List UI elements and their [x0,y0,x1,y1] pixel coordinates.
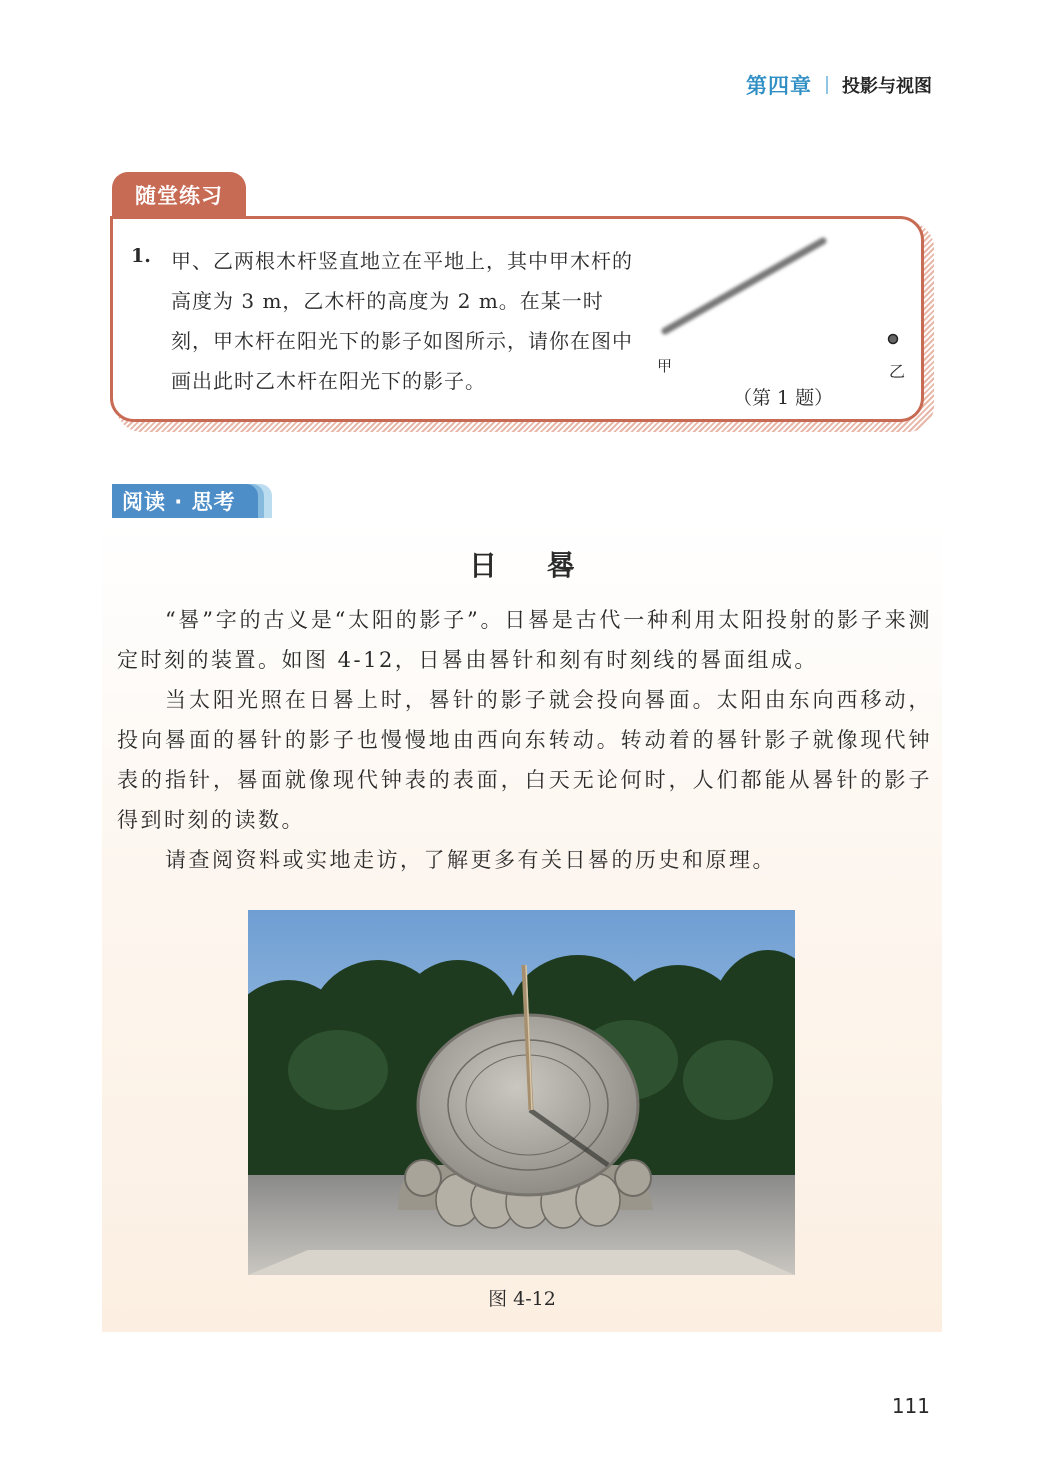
question-figure-caption: （第 1 题） [733,387,834,409]
page-number: 111 [891,1394,930,1418]
question-text: 甲、乙两根木杆竖直地立在平地上，其中甲木杆的高度为 3 m，乙木杆的高度为 2 m。在某一时刻，甲木杆在阳光下的影子如图所示，请你在图中画出此时乙木杆在阳光下的影子。 [171,249,633,393]
chapter-label: 第四章 [746,74,812,98]
chapter-title: 投影与视图 [842,76,932,97]
practice-tab: 随堂练习 [112,172,246,218]
shadow-diagram [653,231,923,381]
reading-paragraph-1: “晷”字的古义是“太阳的影子”。日晷是古代一种利用太阳投射的影子来测定时刻的装置。如图 4-12，日晷由晷针和刻有时刻线的晷面组成。 [117,608,932,672]
label-yi: 乙 [889,362,906,381]
practice-box [110,216,924,422]
header-divider [826,76,828,94]
reading-paragraph-2: 当太阳光照在日晷上时，晷针的影子就会投向晷面。太阳由东向西移动，投向晷面的晷针的影子也慢慢地由西向东转动。转动着的晷针影子就像现代钟表的指针，晷面就像现代钟表的表面，白天无论何时，人们都能从晷针的影子得到时刻的读数。 [117,688,932,832]
sundial-photo [248,910,795,1275]
figure-caption: 图 4-12 [488,1288,556,1310]
pole-b-point [889,335,898,344]
reading-paragraph-3: 请查阅资料或实地走访，了解更多有关日晷的历史和原理。 [165,848,776,872]
page-header [746,70,932,100]
question-number: 1. [131,245,151,267]
pole-a-shadow [665,241,823,331]
reading-title: 日晷 [468,549,625,582]
label-jia: 甲 [657,357,673,375]
reading-tab: 阅读 · 思考 [112,484,258,518]
